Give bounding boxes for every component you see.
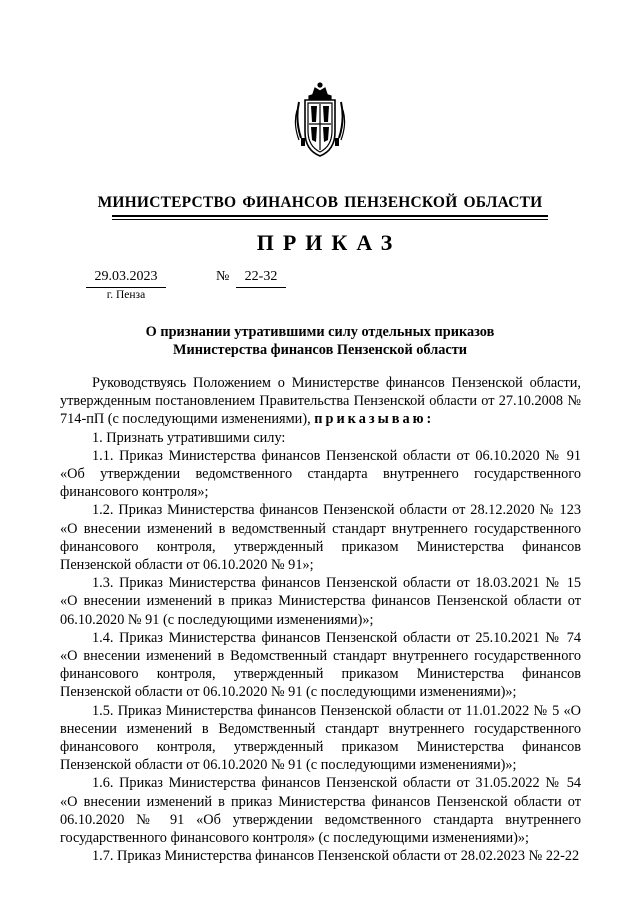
heading-line-2: Министерства финансов Пензенской области xyxy=(173,342,467,358)
intro-text: Руководствуясь Положением о Министерстве финансов Пензенской области, утвержденным постановлением Правительства Пензенской области от 27.10.2008 № 714-пП (с последующими изменениями), xyxy=(60,375,581,428)
number-underline xyxy=(236,287,286,288)
list-item-1-6: 1.6. Приказ Министерства финансов Пензенской области от 31.05.2022 № 54 «О внесении изменений в приказ Министерства финансов Пензенской области от 06.10.2020 № 91 «Об утверждении ведомственного стандарта внутреннего государственного финансового контроля» (с последующими изменениями)»; xyxy=(60,775,581,847)
heading-line-1: О признании утратившими силу отдельных приказов xyxy=(145,324,495,340)
number-sign: № xyxy=(216,269,230,284)
intro-paragraph xyxy=(60,374,581,429)
list-item-1-7: 1.7. Приказ Министерства финансов Пензенской области от 28.02.2023 № 22-22 xyxy=(92,848,580,865)
point-1: 1. Признать утратившими силу: xyxy=(92,429,286,446)
ministry-name: МИНИСТЕРСТВО ФИНАНСОВ ПЕНЗЕНСКОЙ ОБЛАСТИ xyxy=(97,194,543,211)
list-item-1-3: 1.3. Приказ Министерства финансов Пензенской области от 18.03.2021 № 15 «О внесении изменений в приказ Министерства финансов Пензенской области от 06.10.2020 № 91 (с последующими изменениями)»; xyxy=(60,575,581,628)
list-item-1-1: 1.1. Приказ Министерства финансов Пензенской области от 06.10.2020 № 91 «Об утверждении ведомственного стандарта внутреннего государственного финансового контроля»; xyxy=(60,447,581,501)
list-item-1-5: 1.5. Приказ Министерства финансов Пензенской области от 11.01.2022 № 5 «О внесении изменений в Ведомственный стандарт внутреннего государственного финансового контроля, утвержденный приказом Министерства финансов Пензенской области от 06.10.2020 № 91 (с последующими изменениями)»; xyxy=(60,702,581,774)
document-type: ПРИКАЗ xyxy=(256,230,402,255)
list-item-1-4: 1.4. Приказ Министерства финансов Пензенской области от 25.10.2021 № 74 «О внесении изменений в Ведомственный стандарт внутреннего государственного финансового контроля, утвержденный приказом Министерства финансов Пензенской области от 06.10.2020 № 91 (с последующими изменениями)»; xyxy=(60,629,581,701)
order-number: 22-32 xyxy=(244,269,278,284)
coat-of-arms-icon xyxy=(291,80,349,160)
order-body xyxy=(60,374,581,865)
intro-keyword: приказываю: xyxy=(314,411,435,428)
order-date: 29.03.2023 xyxy=(94,269,158,284)
date-underline xyxy=(86,287,166,288)
order-heading xyxy=(60,323,580,359)
header-rule-thick xyxy=(112,215,548,217)
header-rule-thin xyxy=(112,219,548,220)
list-item-1-2: 1.2. Приказ Министерства финансов Пензенской области от 28.12.2020 № 123 «О внесении изменений в ведомственный стандарт внутреннего государственного финансового контроля, утвержденный приказом Министерства финансов Пензенской области от 06.10.2020 № 91»; xyxy=(60,502,581,574)
city: г. Пенза xyxy=(106,289,146,301)
